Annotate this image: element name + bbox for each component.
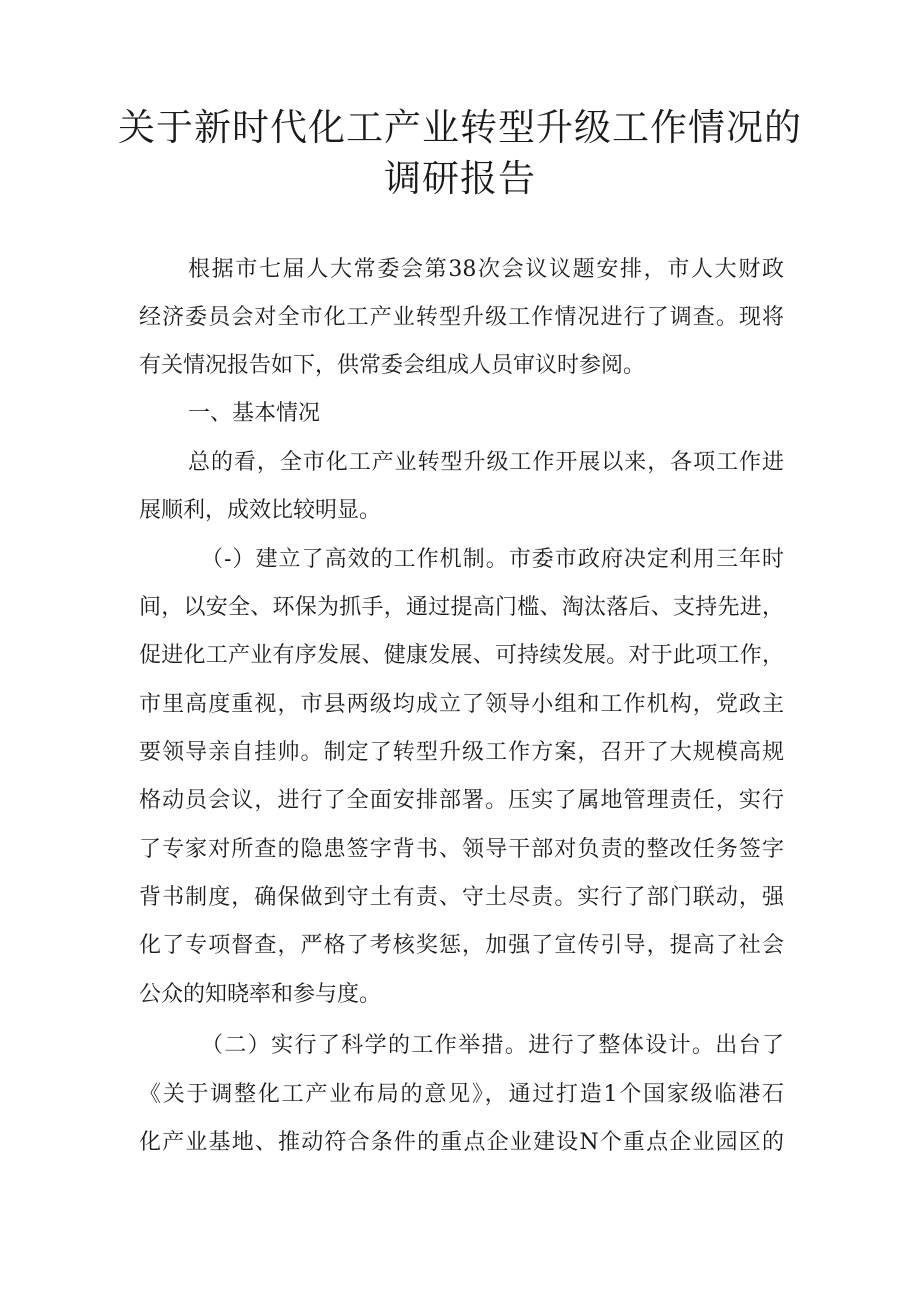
paragraph-line: 间，以安全、环保为抓手，通过提高门槛、淘汰落后、支持先进， (139, 595, 784, 620)
paragraph-line: 要领导亲自挂帅。制定了转型升级工作方案，召开了大规模高规 (139, 740, 784, 765)
paragraph-line: 市里高度重视，市县两级均成立了领导小组和工作机构，党政主 (139, 692, 784, 717)
section-heading: 一、基本情况 (188, 401, 321, 426)
paragraph-line: （-）建立了高效的工作机制。市委市政府决定利用三年时 (201, 547, 784, 572)
paragraph-line: 公众的知晓率和参与度。 (139, 982, 382, 1007)
paragraph-line: 总的看，全市化工产业转型升级工作开展以来，各项工作进 (188, 450, 784, 475)
document-title-line-2: 调研报告 (384, 157, 536, 200)
paragraph-line: （二）实行了科学的工作举措。进行了整体设计。出台了 (201, 1033, 784, 1058)
paragraph-line: 促进化工产业有序发展、健康发展、可持续发展。对于此项工作， (139, 643, 784, 668)
paragraph-line: 了专家对所查的隐患签字背书、领导干部对负责的整改任务签字 (139, 837, 784, 862)
paragraph-line: 《关于调整化工产业布局的意见》，通过打造1个国家级临港石 (139, 1082, 784, 1107)
paragraph-line: 根据市七届人大常委会第38次会议议题安排，市人大财政 (188, 257, 784, 282)
paragraph-line: 化了专项督查，严格了考核奖惩，加强了宣传引导，提高了社会 (139, 933, 784, 958)
paragraph-line: 展顺利，成效比较明显。 (139, 498, 382, 523)
paragraph-line: 经济委员会对全市化工产业转型升级工作情况进行了调查。现将 (139, 305, 784, 330)
document-title-line-1: 关于新时代化工产业转型升级工作情况的 (118, 106, 802, 149)
paragraph-line: 背书制度，确保做到守土有责、守土尽责。实行了部门联动，强 (139, 885, 784, 910)
paragraph-line: 化产业基地、推动符合条件的重点企业建设N个重点企业园区的 (139, 1130, 784, 1155)
paragraph-line: 格动员会议，进行了全面安排部署。压实了属地管理责任，实行 (139, 788, 784, 813)
paragraph-line: 有关情况报告如下，供常委会组成人员审议时参阅。 (139, 353, 646, 378)
